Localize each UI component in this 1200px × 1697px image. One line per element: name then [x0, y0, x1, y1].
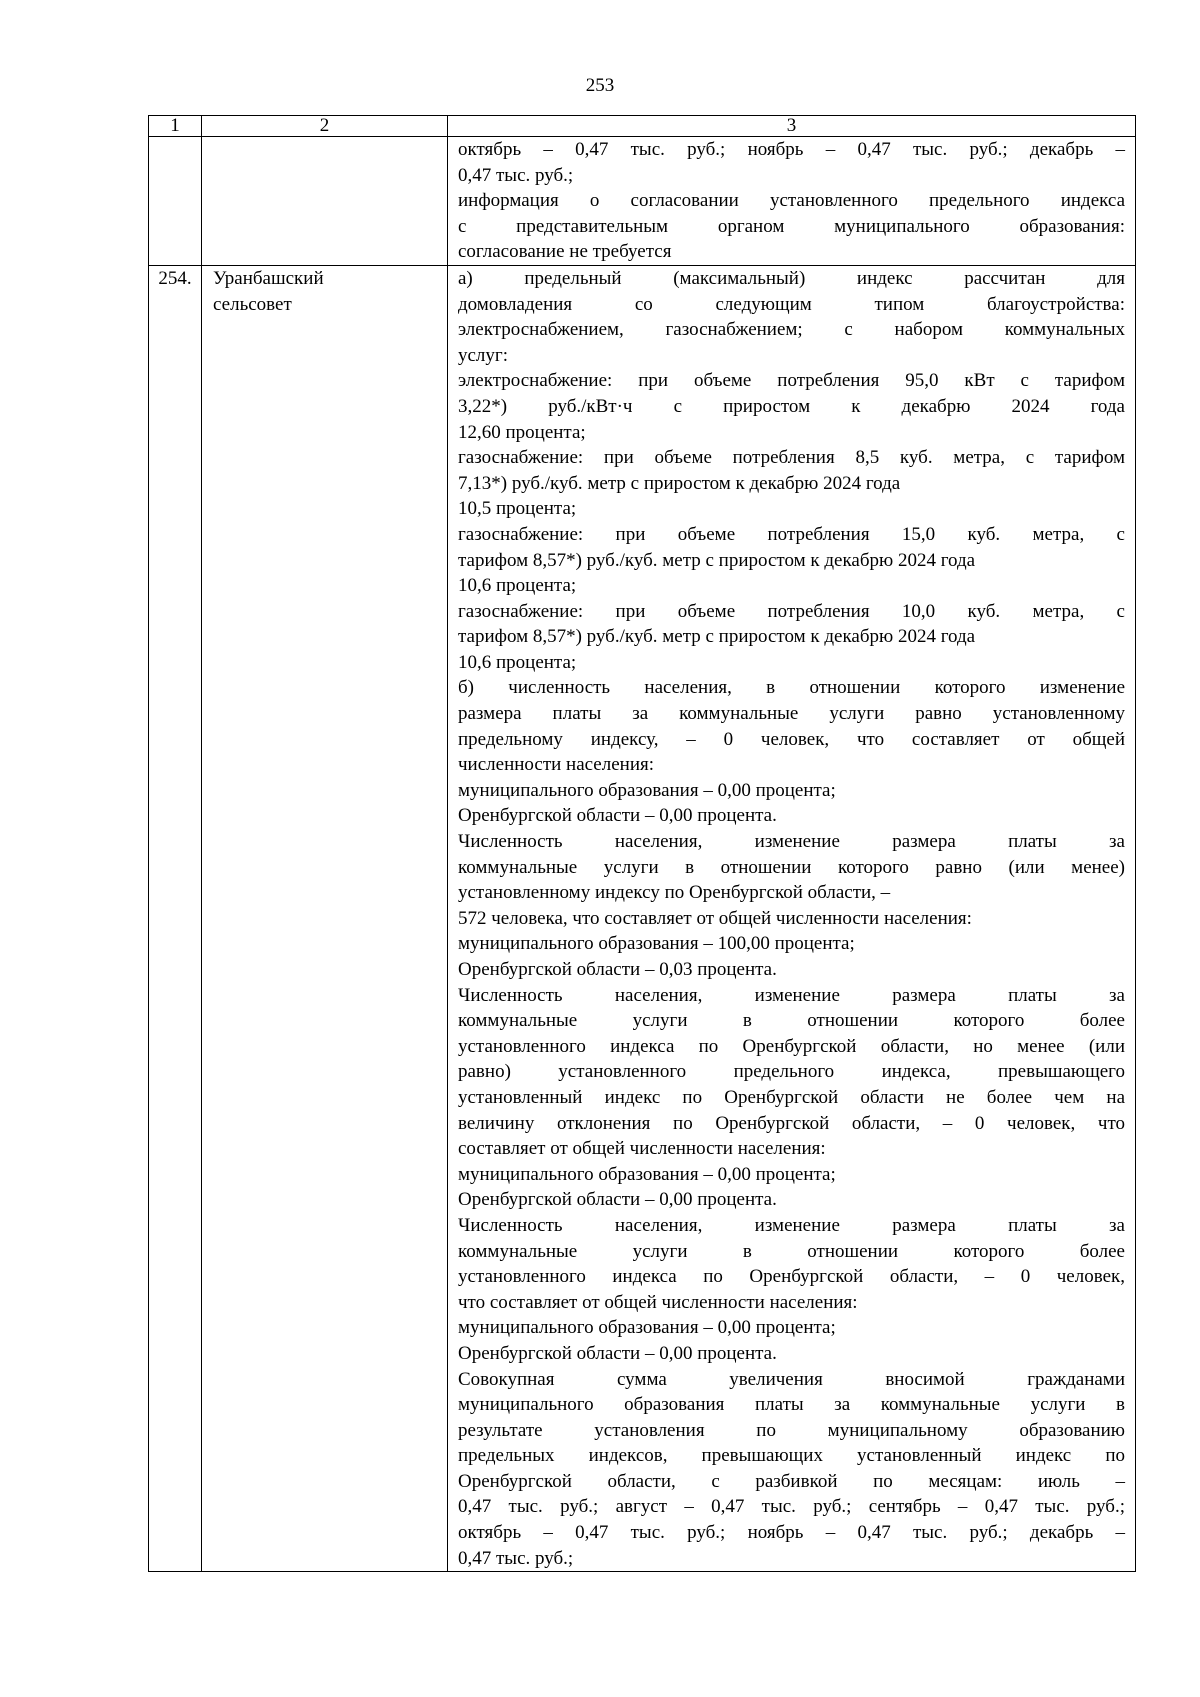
description-line: электроснабжением, газоснабжением; с набором коммунальных: [458, 319, 1125, 341]
municipality-cell: [202, 137, 448, 266]
description-line: газоснабжение: при объеме потребления 10,0 куб. метра, с: [458, 600, 1125, 622]
description-line: коммунальные услуги в отношении которого более: [458, 1010, 1125, 1032]
description-line: 12,60 процента;: [458, 421, 586, 443]
description-line: б) численность населения, в отношении которого изменение: [458, 677, 1125, 699]
description-line: муниципального образования – 0,00 процента;: [458, 1163, 836, 1185]
table-row: [149, 265, 1136, 1571]
description-cell: [448, 265, 1136, 1571]
description-line: муниципального образования – 0,00 процента;: [458, 1317, 836, 1339]
description-line: 572 человека, что составляет от общей численности населения:: [458, 907, 972, 929]
description-line: тарифом 8,57*) руб./куб. метр с приростом к декабрю 2024 года: [458, 549, 976, 571]
description-line: октябрь – 0,47 тыс. руб.; ноябрь – 0,47 тыс. руб.; декабрь –: [458, 139, 1125, 160]
description-line: октябрь – 0,47 тыс. руб.; ноябрь – 0,47 тыс. руб.; декабрь –: [458, 1522, 1125, 1544]
description-line: Численность населения, изменение размера платы за: [458, 831, 1125, 853]
description-line: равно) установленного предельного индекса, превышающего: [458, 1061, 1125, 1083]
column-header-number: 1: [149, 116, 202, 137]
description-line: установленного индекса по Оренбургской области, но менее (или: [458, 1035, 1125, 1057]
document-table: [148, 115, 1136, 1572]
description-line: информация о согласовании установленного предельного индекса: [458, 190, 1125, 212]
description-line: с представительным органом муниципального образования:: [458, 215, 1125, 237]
description-line: муниципального образования – 0,00 процента;: [458, 779, 836, 801]
description-line: Численность населения, изменение размера платы за: [458, 1214, 1125, 1236]
description-line: электроснабжение: при объеме потребления 95,0 кВт с тарифом: [458, 370, 1125, 392]
description-line: установленного индекса по Оренбургской области, – 0 человек,: [458, 1266, 1125, 1288]
row-number-cell: [149, 265, 202, 1571]
municipality-name-line: сельсовет: [213, 293, 292, 315]
column-header-name: 2: [202, 116, 448, 137]
description-line: а) предельный (максимальный) индекс рассчитан для: [458, 267, 1125, 289]
description-line: услуг:: [458, 344, 508, 366]
description-line: коммунальные услуги в отношении которого равно (или менее): [458, 856, 1125, 878]
description-line: 3,22*) руб./кВт·ч с приростом к декабрю 2024 года: [458, 395, 1125, 417]
description-line: величину отклонения по Оренбургской области, – 0 человек, что: [458, 1112, 1125, 1134]
row-number: [149, 137, 201, 163]
description-line: Совокупная сумма увеличения вносимой гражданами: [458, 1368, 1125, 1390]
description-line: предельных индексов, превышающих установленный индекс по: [458, 1445, 1125, 1467]
description-cell: [448, 137, 1136, 266]
municipality-name-line: Уранбашский: [213, 267, 324, 289]
description-line: Оренбургской области, с разбивкой по месяцам: июль –: [458, 1470, 1125, 1492]
description-line: 10,6 процента;: [458, 575, 577, 597]
description-line: газоснабжение: при объеме потребления 8,5 куб. метра, с тарифом: [458, 447, 1125, 469]
description-line: Оренбургской области – 0,03 процента.: [458, 959, 777, 980]
description-line: Численность населения, изменение размера платы за: [458, 984, 1125, 1006]
description-line: что составляет от общей численности населения:: [458, 1291, 858, 1313]
column-header-content: 3: [448, 116, 1136, 137]
description-line: Оренбургской области – 0,00 процента.: [458, 805, 777, 827]
row-number-cell: [149, 137, 202, 266]
description-line: 0,47 тыс. руб.;: [458, 164, 574, 186]
description-line: муниципального образования платы за коммунальные услуги в: [458, 1394, 1125, 1416]
description-line: 10,6 процента;: [458, 651, 577, 673]
description-line: составляет от общей численности населения:: [458, 1138, 826, 1160]
page-number: 253: [585, 75, 615, 96]
description-line: Оренбургской области – 0,00 процента.: [458, 1189, 777, 1211]
description-line: 0,47 тыс. руб.;: [458, 1547, 574, 1569]
description-line: 10,5 процента;: [458, 498, 577, 520]
description-line: согласование не требуется: [458, 241, 672, 263]
description-line: тарифом 8,57*) руб./куб. метр с приростом к декабрю 2024 года: [458, 626, 976, 648]
description-line: коммунальные услуги в отношении которого более: [458, 1240, 1125, 1262]
description-line: предельному индексу, – 0 человек, что составляет от общей: [458, 728, 1125, 750]
description-line: 0,47 тыс. руб.; август – 0,47 тыс. руб.; сентябрь – 0,47 тыс. руб.;: [458, 1496, 1125, 1518]
description-line: размера платы за коммунальные услуги равно установленному: [458, 703, 1125, 725]
description-line: домовладения со следующим типом благоустройства:: [458, 293, 1125, 315]
description-line: газоснабжение: при объеме потребления 15,0 куб. метра, с: [458, 523, 1125, 545]
description-line: муниципального образования – 100,00 процента;: [458, 933, 855, 955]
description-line: установленному индексу по Оренбургской области, –: [458, 882, 891, 904]
row-number: 254.: [158, 267, 192, 289]
description-line: результате установления по муниципальному образованию: [458, 1419, 1125, 1441]
municipality-cell: [202, 265, 448, 1571]
description-line: численности населения:: [458, 754, 655, 776]
description-line: Оренбургской области – 0,00 процента.: [458, 1342, 777, 1364]
table-row: [149, 137, 1136, 266]
description-line: 7,13*) руб./куб. метр с приростом к декабрю 2024 года: [458, 472, 901, 494]
table-header-row: [149, 116, 1136, 137]
description-line: установленный индекс по Оренбургской области не более чем на: [458, 1086, 1125, 1108]
